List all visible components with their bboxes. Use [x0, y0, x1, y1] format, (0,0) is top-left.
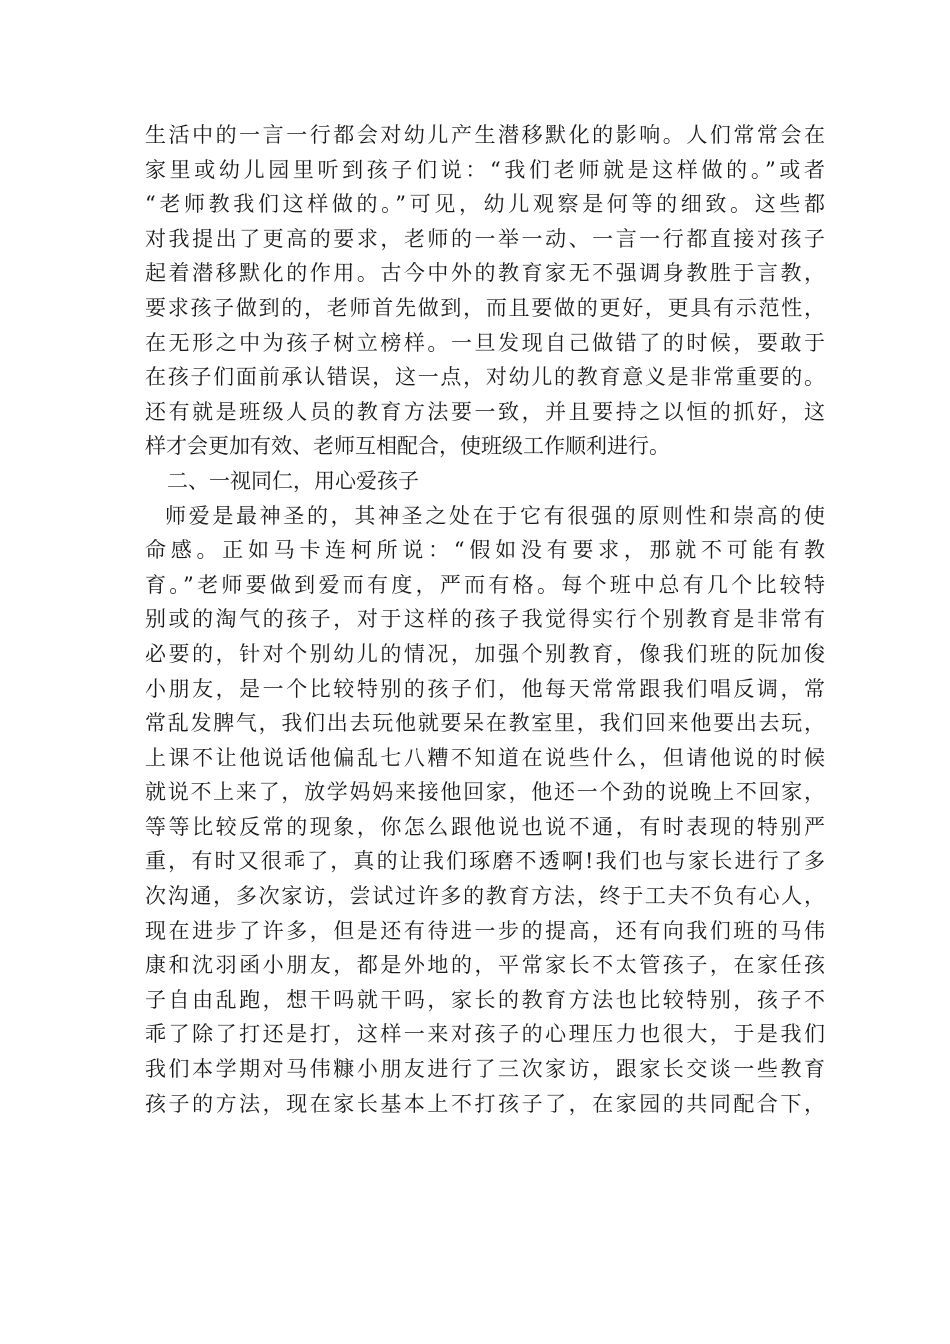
text-line: 乖了除了打还是打，这样一来对孩子的心理压力也很大，于是我们	[145, 1022, 825, 1047]
text-line: 师爱是最神圣的，其神圣之处在于它有很强的原则性和崇高的使	[165, 503, 825, 528]
section-heading: 二、一视同仁，用心爱孩子	[167, 468, 419, 493]
text-line: 样才会更加有效、老师互相配合，使班级工作顺利进行。	[145, 434, 670, 459]
text-line: 起着潜移默化的作用。古今中外的教育家无不强调身教胜于言教，	[145, 261, 825, 286]
text-line: 对我提出了更高的要求，老师的一举一动、一言一行都直接对孩子	[145, 226, 825, 251]
text-line: 我们本学期对马伟糠小朋友进行了三次家访，跟家长交谈一些教育	[145, 1057, 825, 1082]
text-line: 在无形之中为孩子树立榜样。一旦发现自己做错了的时候，要敢于	[145, 330, 825, 355]
text-line: 小朋友，是一个比较特别的孩子们，他每天常常跟我们唱反调，常	[145, 676, 825, 701]
text-line: 要求孩子做到的，老师首先做到，而且要做的更好，更具有示范性，	[145, 295, 825, 320]
text-line: 还有就是班级人员的教育方法要一致，并且要持之以恒的抓好，这	[145, 399, 825, 424]
text-line: 康和沈羽函小朋友，都是外地的，平常家长不太管孩子，在家任孩	[145, 953, 825, 978]
text-line: 等等比较反常的现象，你怎么跟他说也说不通，有时表现的特别严	[145, 814, 825, 839]
text-line: “老师教我们这样做的。”可见，幼儿观察是何等的细致。这些都	[145, 192, 825, 217]
text-line: 重，有时又很乖了，真的让我们琢磨不透啊!我们也与家长进行了多	[145, 849, 825, 874]
text-line: 就说不上来了，放学妈妈来接他回家，他还一个劲的说晚上不回家，	[145, 780, 825, 805]
body-text	[145, 118, 825, 1121]
text-line: 家里或幼儿园里听到孩子们说：“我们老师就是这样做的。”或者	[145, 157, 825, 182]
text-line: 生活中的一言一行都会对幼儿产生潜移默化的影响。人们常常会在	[145, 123, 825, 147]
text-line: 常乱发脾气，我们出去玩他就要呆在教室里，我们回来他要出去玩，	[145, 711, 825, 736]
text-line: 孩子的方法，现在家长基本上不打孩子了，在家园的共同配合下，	[145, 1091, 825, 1116]
text-line: 育。”老师要做到爱而有度，严而有格。每个班中总有几个比较特	[145, 572, 825, 597]
text-line: 子自由乱跑，想干吗就干吗，家长的教育方法也比较特别，孩子不	[145, 987, 825, 1012]
text-line: 现在进步了许多，但是还有待进一步的提高，还有向我们班的马伟	[145, 918, 825, 943]
text-line: 上课不让他说话他偏乱七八糟不知道在说些什么，但请他说的时候	[145, 745, 825, 770]
text-line: 次沟通，多次家访，尝试过许多的教育方法，终于工夫不负有心人，	[145, 884, 825, 909]
text-line: 在孩子们面前承认错误，这一点，对幼儿的教育意义是非常重要的。	[145, 365, 825, 390]
text-line: 命感。正如马卡连柯所说：“假如没有要求，那就不可能有教	[145, 538, 825, 563]
text-line: 必要的，针对个别幼儿的情况，加强个别教育，像我们班的阮加俊	[145, 641, 825, 666]
text-line: 别或的淘气的孩子，对于这样的孩子我觉得实行个别教育是非常有	[145, 607, 825, 632]
